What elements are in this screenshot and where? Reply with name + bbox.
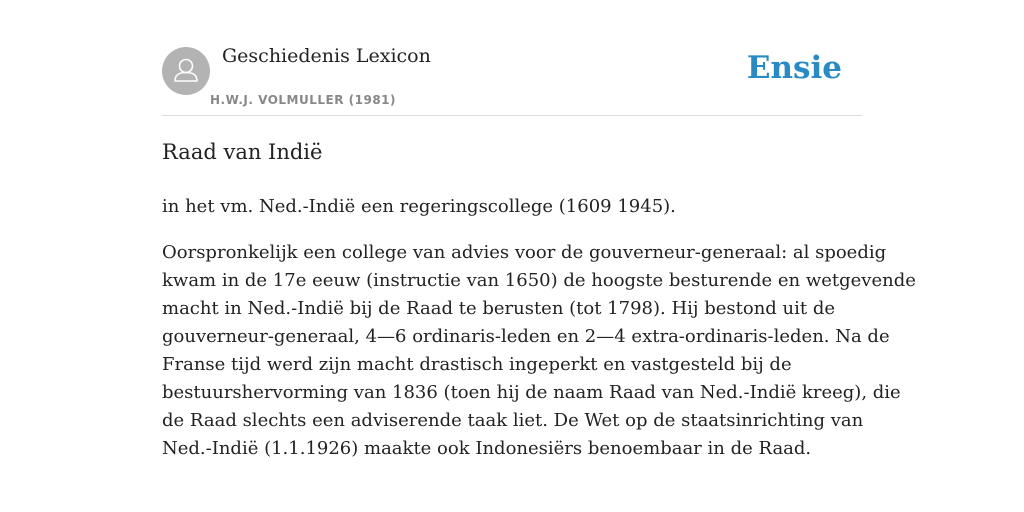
user-silhouette-icon bbox=[162, 47, 210, 95]
entry-title: Raad van Indië bbox=[162, 140, 323, 164]
body-line: kwam in de 17e eeuw (instructie van 1650) de hoogste besturende en wetgevende bbox=[162, 270, 916, 291]
source-title[interactable]: Geschiedenis Lexicon bbox=[222, 45, 431, 67]
entry-card bbox=[162, 0, 916, 512]
body-line: Franse tijd werd zijn macht drastisch ingeperkt en vastgesteld bij de bbox=[162, 354, 792, 375]
author-name[interactable]: H.W.J. VOLMULLER (1981) bbox=[210, 93, 397, 107]
entry-definition: in het vm. Ned.-Indië een regeringscollege (1609 1945). bbox=[162, 196, 676, 217]
entry-body bbox=[162, 239, 916, 463]
entry-header bbox=[162, 0, 862, 116]
body-line: bestuurshervorming van 1836 (toen hij de naam Raad van Ned.-Indië kreeg), die bbox=[162, 382, 901, 403]
body-line: de Raad slechts een adviserende taak liet. De Wet op de staatsinrichting van bbox=[162, 410, 864, 431]
body-line: macht in Ned.-Indië bij de Raad te berusten (tot 1798). Hij bestond uit de bbox=[162, 298, 836, 319]
author-avatar[interactable] bbox=[162, 47, 210, 95]
body-line: gouverneur-generaal, 4—6 ordinaris-leden en 2—4 extra-ordinaris-leden. Na de bbox=[162, 326, 890, 347]
body-line: Oorspronkelijk een college van advies voor de gouverneur-generaal: al spoedig bbox=[162, 242, 887, 263]
body-line: Ned.-Indië (1.1.1926) maakte ook Indonesiërs benoembaar in de Raad. bbox=[162, 438, 812, 459]
brand-logo[interactable]: Ensie bbox=[746, 50, 842, 86]
